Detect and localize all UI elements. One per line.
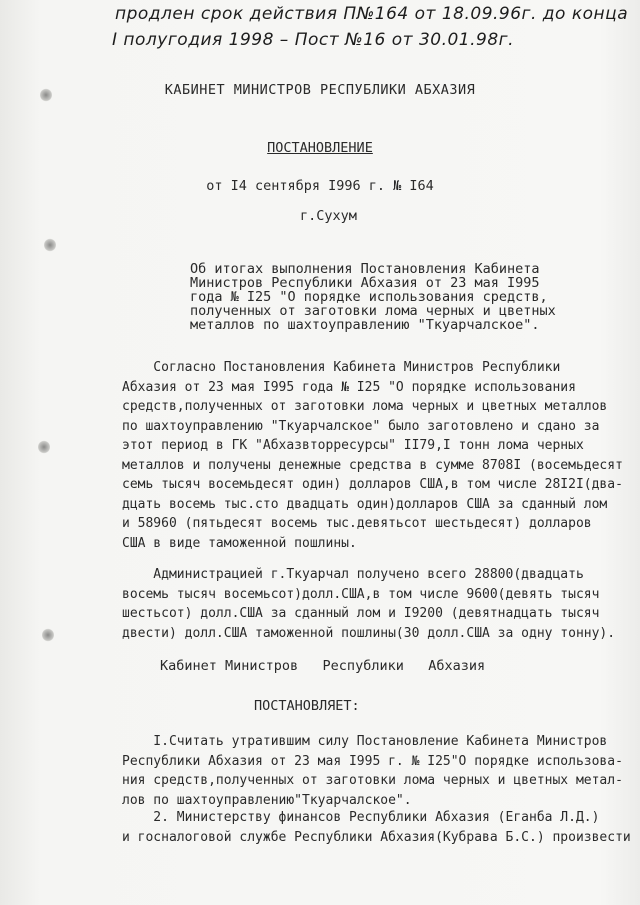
- handwritten-note-line-1: продлен срок действия П№164 от 18.09.96г. до конца: [115, 4, 629, 24]
- cabinet-line: Кабинет Министров Республики Абхазия: [160, 658, 486, 674]
- subject-block: Об итогах выполнения Постановления Кабинета Министров Республики Абхазия от 23 мая I995 года № I25 "О порядке использования средств, полученных от заготовки лома черных и цветных металлов по шахтоуправлению "Ткуарчалское".: [190, 261, 556, 333]
- handwritten-note-line-2: I полугодия 1998 – Пост №16 от 30.01.98г.: [112, 30, 514, 50]
- punch-hole: [38, 440, 50, 454]
- date-number-line: от I4 сентября I996 г. № I64: [206, 178, 434, 194]
- resolves-heading: ПОСТАНОВЛЯЕТ:: [254, 698, 360, 714]
- paragraph-1: Согласно Постановления Кабинета Министров Республики Абхазия от 23 мая I995 года № I25 "О порядке использования средств,полученных от заготовки лома черных и цветных металлов по шахтоуправлению "Ткуарчалское" было заготовлено и сдано за этот период в ГК "Абхазвторресурсы" II79,I тонн лома черных металлов и получены денежные средства в сумме 8708I (восемьдесят семь тысяч восемьдесят один) долларов США,в том числе 28I2I(два- дцать восемь тыс.сто двадцать один)долларов США за сданный лом и 58960 (пятьдесят восемь тыс.девятьсот шестьдесят) долларов США в виде таможенной пошлины.: [122, 360, 623, 551]
- paragraph-4: 2. Министерству финансов Республики Абхазия (Еганба Л.Д.) и госналоговой службе Республики Абхазия(Кубрава Б.С.) произвести: [122, 810, 631, 845]
- punch-hole: [44, 238, 56, 252]
- ministry-heading: КАБИНЕТ МИНИСТРОВ РЕСПУБЛИКИ АБХАЗИЯ: [164, 82, 476, 98]
- document-title: ПОСТАНОВЛЕНИЕ: [267, 140, 373, 156]
- punch-hole: [42, 628, 54, 642]
- paragraph-2: Администрацией г.Ткуарчал получено всего 28800(двадцать восемь тысяч восемьсот)долл.США,в том числе 9600(девять тысяч шестьсот) долл.США за сданный лом и I9200 (девятнадцать тысяч двести) долл.США таможенной пошлины(30 долл.США за одну тонну).: [122, 567, 616, 641]
- city-line: г.Сухум: [300, 208, 357, 224]
- paragraph-3: I.Считать утратившим силу Постановление Кабинета Министров Республики Абхазия от 23 мая I995 г. № I25"О порядке использова- ния средств,полученных от заготовки лома черных и цветных метал- лов по шахтоуправлению"Ткуарчалское".: [122, 734, 623, 808]
